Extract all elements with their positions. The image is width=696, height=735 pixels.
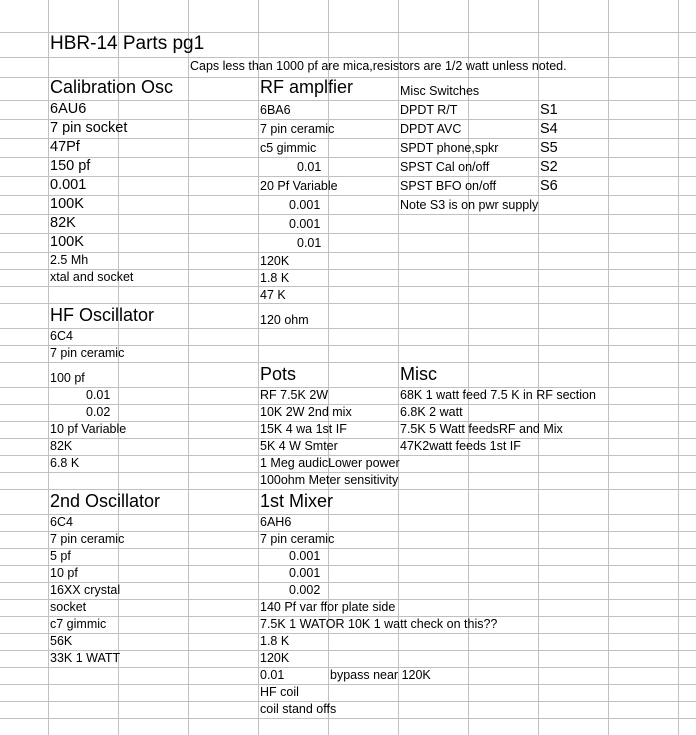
list-item: 2.5 Mh <box>50 253 89 267</box>
hf-oscillator-header: HF Oscillator <box>50 305 155 325</box>
list-item: 7.5K 1 WATOR 10K 1 watt check on this?? <box>260 617 498 631</box>
list-item: 6C4 <box>50 515 73 529</box>
list-item: 15K 4 wa 1st IF <box>260 422 347 436</box>
switch-ref: S6 <box>540 178 558 194</box>
switch-name: DPDT AVC <box>400 122 462 136</box>
list-item: 0.001 <box>289 198 321 212</box>
switch-name: DPDT R/T <box>400 103 458 117</box>
list-item: 120K <box>260 254 290 268</box>
list-item: 100ohm Meter sensitivity <box>260 473 399 487</box>
list-item: 5 pf <box>50 549 71 563</box>
list-item: 100K <box>50 196 84 212</box>
list-item: 47 K <box>260 288 286 302</box>
list-item: 33K 1 WATT <box>50 651 121 665</box>
first-mixer-header: 1st Mixer <box>260 491 334 511</box>
switch-ref: S4 <box>540 121 558 137</box>
list-item: 6AU6 <box>50 101 87 117</box>
switch-ref: S5 <box>540 140 558 156</box>
list-item: 0.01 <box>297 236 322 250</box>
switch-ref: S2 <box>540 159 558 175</box>
list-item: 0.01 <box>260 668 285 682</box>
switch-ref: S1 <box>540 102 558 118</box>
list-item: 6C4 <box>50 329 73 343</box>
list-item: 20 Pf Variable <box>260 179 338 193</box>
list-item: 6AH6 <box>260 515 292 529</box>
list-item: xtal and socket <box>50 270 134 284</box>
list-item: 10 pf <box>50 566 78 580</box>
list-item: 47Pf <box>50 139 80 155</box>
list-item: 5K 4 W Smter <box>260 439 338 453</box>
misc-switches-header: Misc Switches <box>400 84 480 98</box>
switch-name: SPST BFO on/off <box>400 179 497 193</box>
pots-header: Pots <box>260 364 297 384</box>
list-item: 56K <box>50 634 73 648</box>
list-item: c5 gimmic <box>260 141 317 155</box>
list-item: 140 Pf var ffor plate side <box>260 600 396 614</box>
calibration-osc-header: Calibration Osc <box>50 77 174 97</box>
list-item: 0.01 <box>86 388 111 402</box>
list-item: 16XX crystal <box>50 583 121 597</box>
list-item: 120 ohm <box>260 313 309 327</box>
list-item: 100 pf <box>50 371 85 385</box>
switch-name: SPDT phone,spkr <box>400 141 499 155</box>
list-item: 10 pf Variable <box>50 422 127 436</box>
list-item: 7 pin ceramic <box>50 346 125 360</box>
list-item: 68K 1 watt feed 7.5 K in RF section <box>400 388 596 402</box>
list-item: 0.02 <box>86 405 111 419</box>
list-item: 150 pf <box>50 158 91 174</box>
list-item: 47K2watt feeds 1st IF <box>400 439 521 453</box>
list-item: 7 pin ceramic <box>50 532 125 546</box>
list-item: 82K <box>50 439 73 453</box>
list-item: 6BA6 <box>260 103 291 117</box>
list-item: socket <box>50 600 87 614</box>
sheet-note: Caps less than 1000 pf are mica,resistors are 1/2 watt unless noted. <box>190 59 567 73</box>
list-item: 7 pin socket <box>50 120 128 136</box>
list-item: 6.8K 2 watt <box>400 405 463 419</box>
list-item: 7 pin ceramic <box>260 532 335 546</box>
second-oscillator-header: 2nd Oscillator <box>50 491 161 511</box>
list-item: 7.5K 5 Watt feedsRF and Mix <box>400 422 563 436</box>
sheet-title: HBR-14 Parts pg1 <box>50 33 205 54</box>
misc-header: Misc <box>400 364 437 384</box>
list-item: 1.8 K <box>260 634 290 648</box>
list-item: coil stand offs <box>260 702 337 716</box>
list-item: 100K <box>50 234 84 250</box>
list-item: 7 pin ceramic <box>260 122 335 136</box>
list-item: 1.8 K <box>260 271 290 285</box>
list-item: 10K 2W 2nd mix <box>260 405 352 419</box>
switch-note: Note S3 is on pwr supply <box>400 198 539 212</box>
list-item: 6.8 K <box>50 456 80 470</box>
list-item: 0.001 <box>50 177 87 193</box>
bypass-note: bypass near 120K <box>330 668 431 682</box>
list-item: 0.001 <box>289 217 321 231</box>
list-item: 0.002 <box>289 583 321 597</box>
list-item: 0.001 <box>289 566 321 580</box>
list-item: c7 gimmic <box>50 617 107 631</box>
list-item: RF 7.5K 2W <box>260 388 329 402</box>
list-item: 120K <box>260 651 290 665</box>
list-item: 82K <box>50 215 76 231</box>
list-item: 0.01 <box>297 160 322 174</box>
rf-amplifier-header: RF amplfier <box>260 77 354 97</box>
list-item: 1 Meg audicLower power <box>260 456 400 470</box>
list-item: HF coil <box>260 685 299 699</box>
list-item: 0.001 <box>289 549 321 563</box>
switch-name: SPST Cal on/off <box>400 160 490 174</box>
